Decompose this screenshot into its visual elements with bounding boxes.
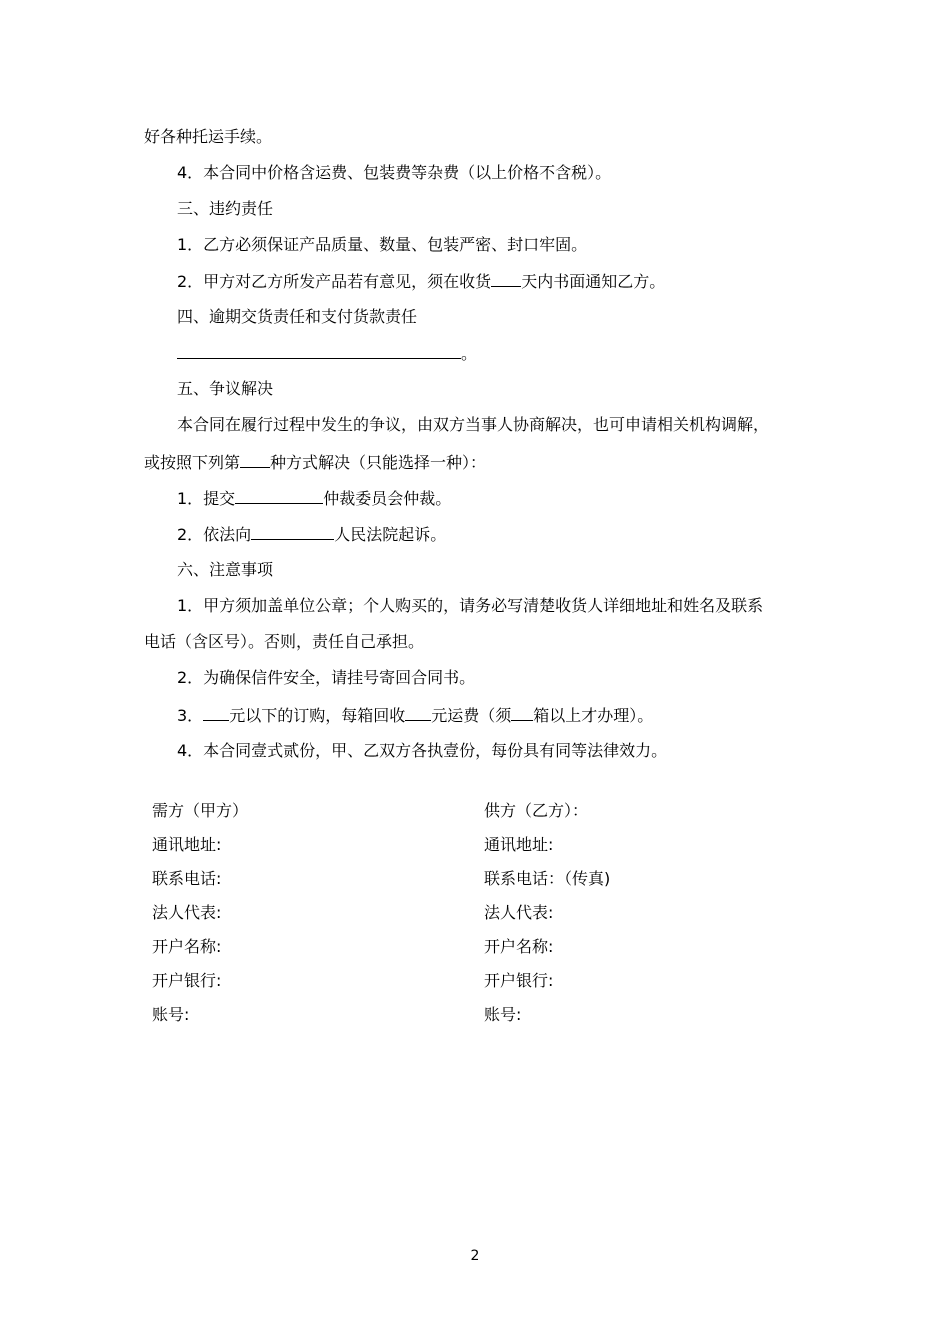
late-delivery-terms <box>177 343 477 364</box>
option-court-text-start: 2．依法向 <box>177 525 252 544</box>
note-official-seal: 1．甲方须加盖单位公章；个人购买的，请务必写清楚收货人详细地址和姓名及联系 <box>177 596 764 615</box>
paragraph-dispute-intro: 本合同在履行过程中发生的争议，由双方当事人协商解决，也可申请相关机构调解， <box>177 415 770 434</box>
buyer-bank-label: 开户银行: <box>152 971 222 990</box>
late-delivery-blank <box>177 343 461 359</box>
dispute-method-text-start: 或按照下列第 <box>144 453 241 472</box>
page-number: 2 <box>470 1248 480 1264</box>
seller-address-label: 通讯地址: <box>484 835 554 854</box>
note-shipping-fee <box>177 705 653 726</box>
option-arbitration <box>177 488 451 509</box>
box-count-blank <box>511 705 533 721</box>
section-heading-breach-liability: 三、违约责任 <box>177 199 274 218</box>
buyer-account-name-label: 开户名称: <box>152 937 222 956</box>
note-shipping-fee-suffix: 箱以上才办理）。 <box>533 706 654 725</box>
late-delivery-period: 。 <box>461 344 478 363</box>
buyer-phone-label: 联系电话: <box>152 869 222 888</box>
court-name-blank <box>251 524 334 540</box>
option-arbitration-text-end: 仲裁委员会仲裁。 <box>323 489 452 508</box>
seller-phone-label: 联系电话：（传真) <box>484 869 611 888</box>
option-court <box>177 524 446 545</box>
seller-signature-block <box>484 799 610 1037</box>
clause-price-includes-fees: 4．本合同中价格含运费、包装费等杂费（以上价格不含税）。 <box>177 163 612 182</box>
clause-objection-notice <box>177 271 665 292</box>
section-heading-late-delivery: 四、逾期交货责任和支付货款责任 <box>177 307 418 326</box>
seller-title: 供方（乙方）： <box>484 801 589 820</box>
note-shipping-fee-mid2: 元运费（须 <box>431 706 512 725</box>
option-arbitration-text-start: 1．提交 <box>177 489 236 508</box>
note-shipping-fee-prefix: 3． <box>177 706 204 725</box>
buyer-legal-rep-label: 法人代表: <box>152 903 222 922</box>
buyer-title: 需方（甲方） <box>152 801 249 820</box>
buyer-account-no-label: 账号: <box>152 1005 190 1024</box>
section-heading-notes: 六、注意事项 <box>177 560 274 579</box>
clause-quality-guarantee: 1．乙方必须保证产品质量、数量、包装严密、封口牢固。 <box>177 235 588 254</box>
note-copies: 4．本合同壹式贰份，甲、乙双方各执壹份，每份具有同等法律效力。 <box>177 741 668 760</box>
clause-objection-notice-text-start: 2．甲方对乙方所发产品若有意见，须在收货 <box>177 272 492 291</box>
buyer-address-label: 通讯地址: <box>152 835 222 854</box>
clause-objection-notice-text-end: 天内书面通知乙方。 <box>521 272 666 291</box>
paragraph-dispute-method <box>144 452 486 473</box>
note-official-seal-continued: 电话（含区号）。否则，责任自己承担。 <box>144 632 425 651</box>
section-heading-dispute-resolution: 五、争议解决 <box>177 379 274 398</box>
dispute-method-text-end: 种方式解决（只能选择一种）： <box>270 453 487 472</box>
days-blank <box>491 271 521 287</box>
note-shipping-fee-mid1: 元以下的订购，每箱回收 <box>229 706 406 725</box>
seller-account-no-label: 账号: <box>484 1005 522 1024</box>
amount-blank <box>203 705 229 721</box>
arbitration-commission-blank <box>235 488 323 504</box>
note-registered-mail: 2．为确保信件安全，请挂号寄回合同书。 <box>177 668 476 687</box>
buyer-signature-block <box>152 799 248 1037</box>
fee-blank <box>405 705 431 721</box>
seller-legal-rep-label: 法人代表: <box>484 903 554 922</box>
seller-bank-label: 开户银行: <box>484 971 554 990</box>
method-number-blank <box>240 452 270 468</box>
option-court-text-end: 人民法院起诉。 <box>334 525 447 544</box>
seller-account-name-label: 开户名称: <box>484 937 554 956</box>
paragraph-shipping-procedures: 好各种托运手续。 <box>144 127 273 146</box>
